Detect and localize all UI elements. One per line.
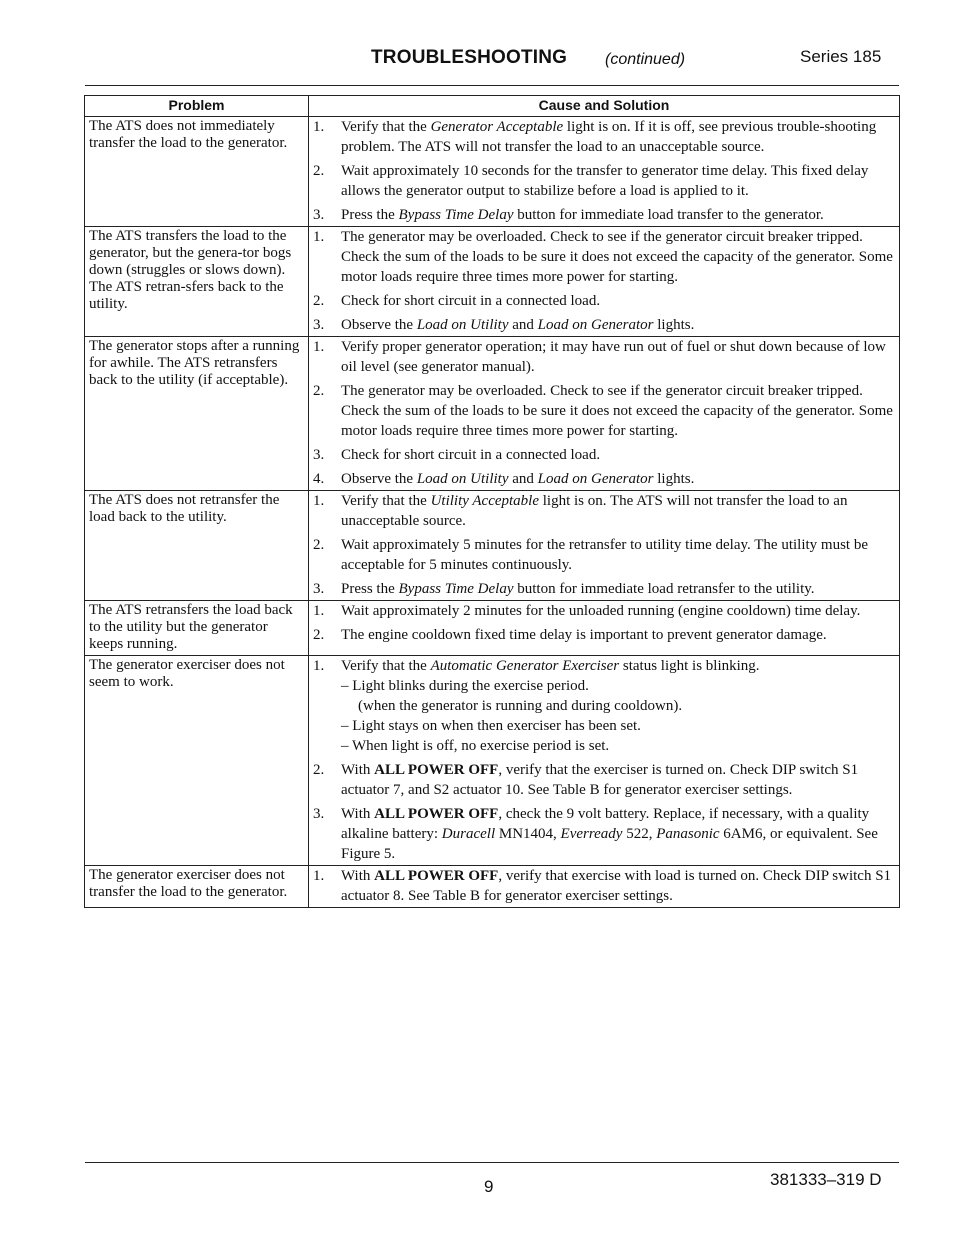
- step-text: button for immediate load retransfer to the utility.: [513, 581, 815, 597]
- solution-cell: [309, 491, 900, 601]
- solution-step: [313, 601, 895, 621]
- step-text: Verify that the: [341, 493, 431, 509]
- step-number: 1.: [313, 339, 325, 355]
- table-row: [85, 117, 900, 227]
- step-text: With: [341, 868, 375, 884]
- step-text: Verify proper generator operation; it may have run out of fuel or shut down because of low oil level (see generator manual).: [341, 339, 886, 375]
- solution-cell: [309, 656, 900, 866]
- solution-step: [313, 227, 895, 287]
- italic-term: Panasonic: [656, 826, 720, 842]
- step-number: 3.: [313, 207, 325, 223]
- step-text: The generator may be overloaded. Check to see if the generator circuit breaker tripped. Check the sum of the loads to be sure it does not exceed the capacity of the generator. Some motor loads require three times more power for starting.: [341, 229, 893, 285]
- column-header-cause-solution: Cause and Solution: [309, 96, 900, 117]
- step-text: light is on. The ATS will not transfer the load to an unacceptable source.: [341, 493, 848, 529]
- step-text: 6AM6, or equivalent. See Figure 5.: [341, 826, 878, 862]
- step-number: 2.: [313, 293, 325, 309]
- page-number: 9: [484, 1177, 494, 1196]
- solution-step: [313, 469, 895, 489]
- table-row: [85, 337, 900, 491]
- step-text: Wait approximately 2 minutes for the unloaded running (engine cooldown) time delay.: [341, 603, 861, 619]
- sub-step: – When light is off, no exercise period is set.: [341, 738, 610, 754]
- step-number: 2.: [313, 537, 325, 553]
- sub-step: – Light blinks during the exercise period.: [341, 678, 589, 694]
- solution-step: [313, 445, 895, 465]
- problem-cell: The generator exerciser does not seem to work.: [85, 656, 309, 866]
- step-text: lights.: [653, 471, 695, 487]
- step-text: , verify that exercise with load is turned on. Check DIP switch S1 actuator 8. See Table B for generator exerciser settings.: [341, 868, 892, 904]
- continued-label: (continued): [605, 51, 686, 68]
- column-header-problem: Problem: [85, 96, 309, 117]
- step-number: 1.: [313, 658, 325, 674]
- italic-term: Bypass Time Delay: [398, 207, 514, 223]
- step-text: Verify that the: [341, 658, 431, 674]
- step-number: 3.: [313, 317, 325, 333]
- solution-cell: [309, 601, 900, 656]
- italic-term: Automatic Generator Exerciser: [430, 658, 620, 674]
- italic-term: Load on Generator: [537, 317, 654, 333]
- solution-step: [313, 315, 895, 335]
- sub-step: (when the generator is running and during cooldown).: [358, 698, 683, 714]
- step-text: button for immediate load transfer to the generator.: [513, 207, 824, 223]
- solution-step: [313, 337, 895, 377]
- problem-cell: The generator exerciser does not transfer the load to the generator.: [85, 866, 309, 908]
- bold-term: ALL POWER OFF: [374, 868, 499, 884]
- header-rule: [85, 85, 899, 86]
- solution-step: [313, 291, 895, 311]
- solution-step: [313, 625, 895, 645]
- solution-step: [313, 205, 895, 225]
- step-text: With: [341, 806, 375, 822]
- step-text: lights.: [653, 317, 695, 333]
- bold-term: ALL POWER OFF: [374, 806, 499, 822]
- solution-cell: [309, 117, 900, 227]
- solution-step: [313, 491, 895, 531]
- step-text: Verify that the: [341, 119, 431, 135]
- document-number: 381333–319 D: [770, 1170, 882, 1189]
- step-text: status light is blinking.: [619, 658, 760, 674]
- bold-term: ALL POWER OFF: [374, 762, 499, 778]
- step-text: light is on. If it is off, see previous trouble-shooting problem. The ATS will not transfer the load to an unacceptable source.: [341, 119, 877, 155]
- step-text: , verify that the exerciser is turned on. Check DIP switch S1 actuator 7, and S2 actuator 10. See Table B for generator exerciser settings.: [341, 762, 859, 798]
- solution-step: [313, 381, 895, 441]
- problem-cell: The ATS does not immediately transfer the load to the generator.: [85, 117, 309, 227]
- italic-term: Load on Generator: [537, 471, 654, 487]
- page-title: TROUBLESHOOTING: [371, 47, 568, 68]
- solution-cell: [309, 227, 900, 337]
- step-text: Wait approximately 5 minutes for the retransfer to utility time delay. The utility must be acceptable for 5 minutes continuously.: [341, 537, 868, 573]
- step-number: 2.: [313, 163, 325, 179]
- sub-step: – Light stays on when then exerciser has been set.: [341, 718, 641, 734]
- table-header-row: [85, 96, 900, 117]
- solution-cell: [309, 337, 900, 491]
- step-text: and: [508, 471, 538, 487]
- step-text: Press the: [341, 581, 399, 597]
- step-number: 1.: [313, 493, 325, 509]
- step-number: 2.: [313, 383, 325, 399]
- step-text: Check for short circuit in a connected load.: [341, 447, 601, 463]
- italic-term: Load on Utility: [416, 317, 509, 333]
- solution-step: [313, 535, 895, 575]
- step-text: Observe the: [341, 471, 417, 487]
- step-text: The engine cooldown fixed time delay is important to prevent generator damage.: [341, 627, 827, 643]
- solution-step: [313, 760, 895, 800]
- step-number: 1.: [313, 229, 325, 245]
- italic-term: Everready: [560, 826, 623, 842]
- series-label: Series 185: [800, 47, 882, 66]
- problem-cell: The ATS transfers the load to the generator, but the genera-tor bogs down (struggles or slows down). The ATS retran-sfers back to the utility.: [85, 227, 309, 337]
- italic-term: Utility Acceptable: [430, 493, 539, 509]
- table-row: [85, 227, 900, 337]
- table-body: [85, 117, 900, 908]
- solution-cell: [309, 866, 900, 908]
- problem-cell: The generator stops after a running for awhile. The ATS retransfers back to the utility (if acceptable).: [85, 337, 309, 491]
- step-text: With: [341, 762, 375, 778]
- step-text: , check the 9 volt battery. Replace, if necessary, with a quality alkaline battery:: [341, 806, 870, 842]
- problem-cell: The ATS retransfers the load back to the utility but the generator keeps running.: [85, 601, 309, 656]
- step-number: 1.: [313, 868, 325, 884]
- solution-step: [313, 579, 895, 599]
- solution-step: [313, 866, 895, 906]
- step-text: The generator may be overloaded. Check to see if the generator circuit breaker tripped. Check the sum of the loads to be sure it does not exceed the capacity of the generator. Some motor loads require three times more power for starting.: [341, 383, 893, 439]
- step-text: 522,: [622, 826, 657, 842]
- step-number: 3.: [313, 447, 325, 463]
- problem-cell: The ATS does not retransfer the load back to the utility.: [85, 491, 309, 601]
- step-number: 3.: [313, 581, 325, 597]
- troubleshooting-table: [84, 95, 900, 908]
- step-number: 2.: [313, 627, 325, 643]
- step-text: Press the: [341, 207, 399, 223]
- step-text: Wait approximately 10 seconds for the transfer to generator time delay. This fixed delay allows the generator output to stabilize before a load is applied to it.: [341, 163, 869, 199]
- solution-step: [313, 161, 895, 201]
- step-text: MN1404,: [495, 826, 561, 842]
- solution-step: [313, 804, 895, 864]
- footer-rule: [85, 1162, 899, 1163]
- table-row: [85, 491, 900, 601]
- step-number: 1.: [313, 603, 325, 619]
- step-text: and: [508, 317, 538, 333]
- table-row: [85, 656, 900, 866]
- italic-term: Duracell: [441, 826, 496, 842]
- step-number: 3.: [313, 806, 325, 822]
- table-row: [85, 866, 900, 908]
- solution-step: [313, 117, 895, 157]
- italic-term: Bypass Time Delay: [398, 581, 514, 597]
- step-text: Check for short circuit in a connected load.: [341, 293, 601, 309]
- step-number: 2.: [313, 762, 325, 778]
- italic-term: Load on Utility: [416, 471, 509, 487]
- italic-term: Generator Acceptable: [430, 119, 564, 135]
- step-text: Observe the: [341, 317, 417, 333]
- step-number: 1.: [313, 119, 325, 135]
- table-row: [85, 601, 900, 656]
- solution-step: [313, 656, 895, 756]
- step-number: 4.: [313, 471, 325, 487]
